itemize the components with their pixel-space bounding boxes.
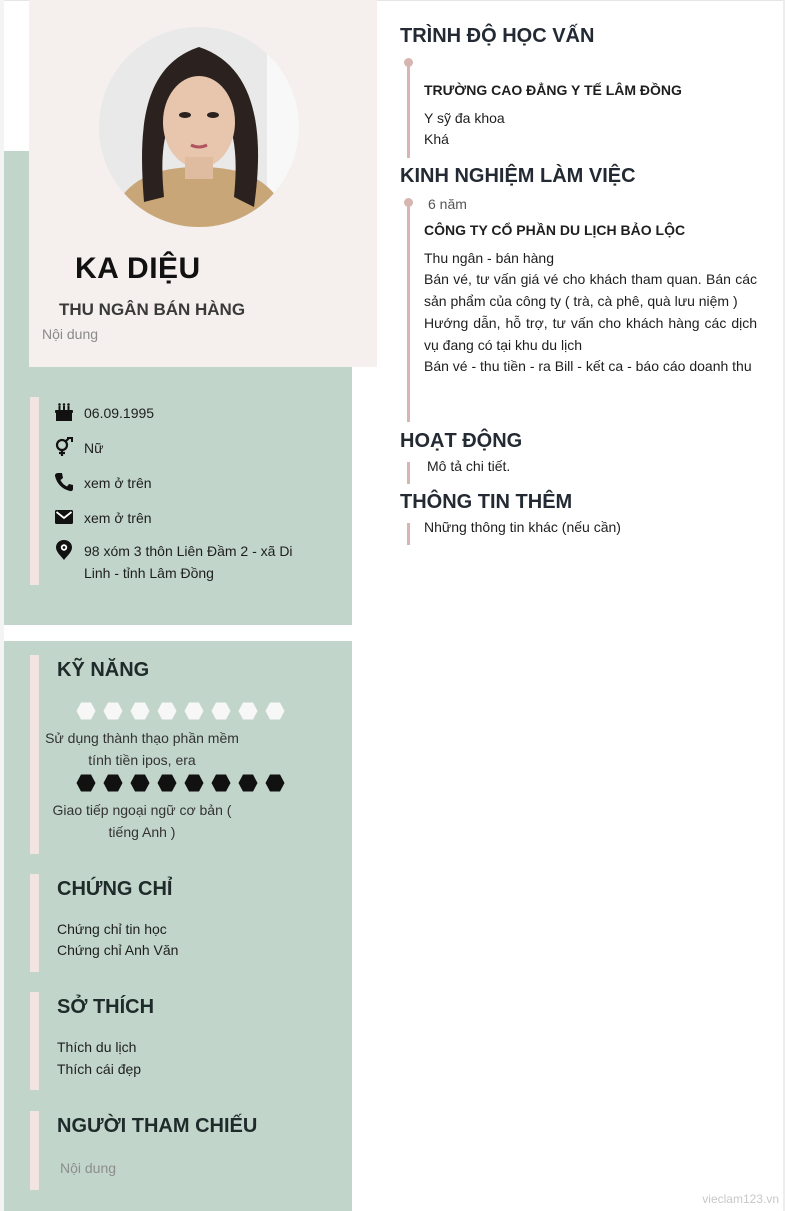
experience-duty: Bán vé, tư vấn giá vé cho khách tham quan. Bán các sản phẩm của công ty ( trà, cà phê, quà lưu niệm ) (424, 271, 757, 309)
phone-row (54, 472, 152, 494)
phone-icon (54, 472, 84, 492)
experience-duty: Bán vé - thu tiền - ra Bill - kết ca - báo cáo doanh thu (424, 358, 752, 374)
extra-info-title: THÔNG TIN THÊM (400, 491, 573, 513)
skill-hex-empty (157, 702, 177, 720)
extra-info-content: Những thông tin khác (nếu cần) (424, 519, 621, 535)
activities-content: Mô tả chi tiết. (427, 458, 511, 474)
skill-hex-filled (76, 774, 96, 792)
skills-accent-bar (30, 655, 39, 854)
certificate-item: Chứng chỉ tin học (57, 921, 167, 937)
gender-text: Nữ (84, 440, 104, 456)
avatar (99, 27, 299, 227)
certificates-title: CHỨNG CHỈ (57, 878, 173, 900)
address-text: 98 xóm 3 thôn Liên Đầm 2 - xã Di Linh - tỉnh Lâm Đồng (84, 543, 293, 581)
skill-rating-2 (76, 774, 285, 792)
experience-company: CÔNG TY CỔ PHẦN DU LỊCH BẢO LỘC (424, 222, 686, 238)
experience-duration: 6 năm (428, 196, 467, 212)
education-title: TRÌNH ĐỘ HỌC VẤN (400, 25, 595, 47)
birthday-cake-icon (54, 402, 84, 422)
gender-row (54, 437, 103, 459)
birthday-text: 06.09.1995 (84, 405, 155, 421)
education-timeline-line (407, 62, 410, 158)
profile-summary: Nội dung (42, 326, 99, 342)
skill-hex-empty (211, 702, 231, 720)
education-grade: Khá (424, 131, 449, 147)
hobby-item: Thích cái đẹp (57, 1061, 142, 1077)
activities-timeline-line (407, 462, 410, 484)
skill-hex-filled (184, 774, 204, 792)
phone-text: xem ở trên (84, 475, 152, 491)
hobbies-title: SỞ THÍCH (57, 996, 155, 1018)
skill-hex-filled (211, 774, 231, 792)
activities-title: HOẠT ĐỘNG (400, 430, 523, 452)
references-content: Nội dung (60, 1160, 117, 1176)
certificate-item: Chứng chỉ Anh Văn (57, 942, 179, 958)
education-school: TRƯỜNG CAO ĐẲNG Y TẾ LÂM ĐỒNG (424, 82, 682, 98)
skill-hex-empty (238, 702, 258, 720)
skills-title: KỸ NĂNG (57, 659, 150, 681)
portrait-photo (99, 27, 299, 227)
experience-title: KINH NGHIỆM LÀM VIỆC (400, 165, 636, 187)
references-accent-bar (30, 1111, 39, 1190)
skill-name-1: Sử dụng thành thạo phần mềm tính tiền ipos, era (45, 730, 239, 768)
skill-hex-empty (265, 702, 285, 720)
skill-hex-empty (130, 702, 150, 720)
experience-position: Thu ngân - bán hàng (424, 250, 554, 266)
skill-hex-filled (265, 774, 285, 792)
hobby-item: Thích du lịch (57, 1039, 137, 1055)
hobbies-accent-bar (30, 992, 39, 1090)
skill-name-2: Giao tiếp ngoại ngữ cơ bản ( tiếng Anh ) (52, 802, 232, 840)
experience-duty: Hướng dẫn, hỗ trợ, tư vấn cho khách hàng các dịch vụ đang có tại khu du lịch (424, 315, 757, 353)
skill-rating-1 (76, 702, 285, 720)
skill-hex-filled (130, 774, 150, 792)
contact-accent-bar (30, 397, 39, 585)
skill-hex-filled (157, 774, 177, 792)
skill-hex-filled (103, 774, 123, 792)
certificates-accent-bar (30, 874, 39, 972)
skill-hex-empty (76, 702, 96, 720)
skill-hex-empty (103, 702, 123, 720)
email-text: xem ở trên (84, 510, 152, 526)
watermark: vieclam123.vn (702, 1192, 779, 1206)
skill-hex-filled (238, 774, 258, 792)
birthday-row (54, 402, 154, 424)
location-pin-icon (54, 540, 84, 560)
gender-icon (54, 437, 84, 457)
address-row (54, 540, 304, 584)
job-title: THU NGÂN BÁN HÀNG (59, 300, 246, 319)
email-icon (54, 507, 84, 527)
experience-timeline-line (407, 202, 410, 422)
education-major: Y sỹ đa khoa (424, 110, 505, 126)
extra-info-timeline-line (407, 523, 410, 545)
skill-hex-empty (184, 702, 204, 720)
candidate-name: KA DIỆU (75, 252, 201, 285)
email-row (54, 507, 152, 529)
references-title: NGƯỜI THAM CHIẾU (57, 1115, 258, 1137)
